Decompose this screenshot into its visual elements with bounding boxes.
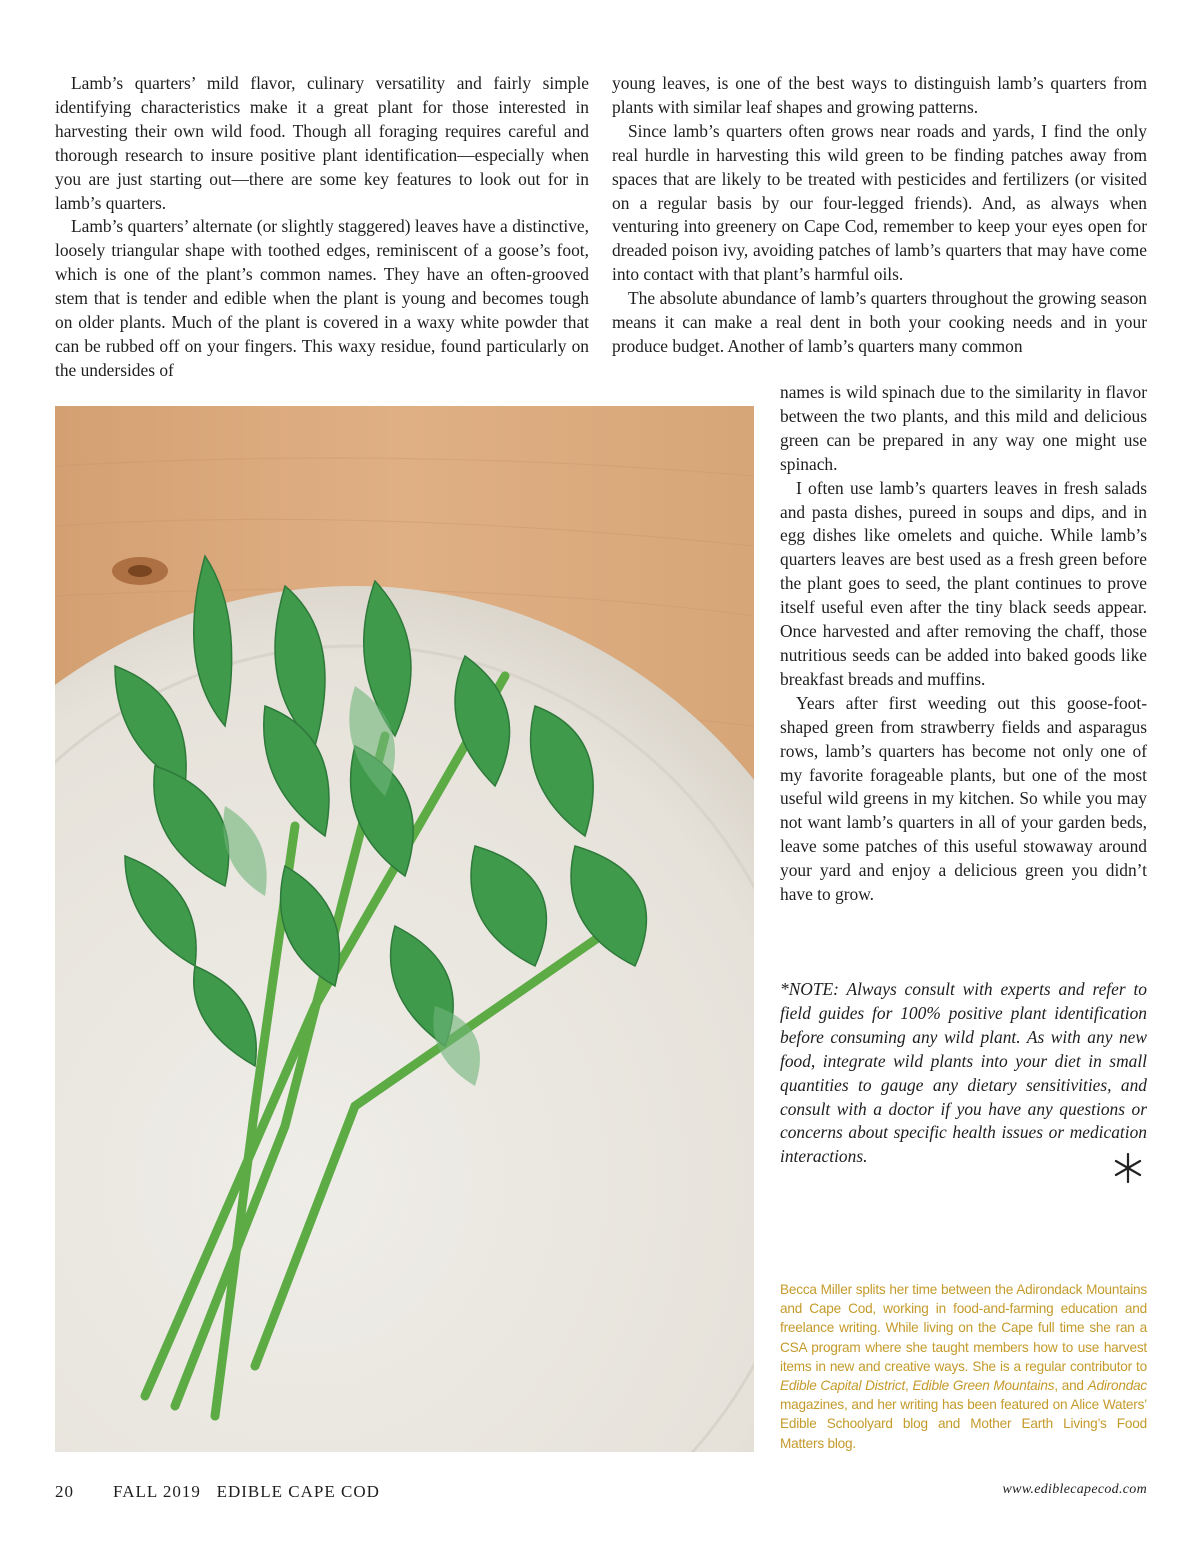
bio-text: , [905,1378,913,1394]
article-right-column-bottom [780,381,1147,907]
paragraph: Years after first weeding out this goose-foot-shaped green from strawberry fields and asparagus rows, lamb’s quarters has become not only one of my favorite forageable plants, but one of the most useful wild greens in my kitchen. So while you may not want lamb’s quarters in all of your garden beds, leave some patches of this useful stowaway around your yard and enjoy a delicious green you didn’t have to grow. [780,692,1147,905]
paragraph: young leaves, is one of the best ways to distinguish lamb’s quarters from plants with similar leaf shapes and growing patterns. [612,73,1147,117]
page-number: 20 [55,1482,74,1501]
publication-name: Edible Green Mountains [912,1378,1055,1394]
paragraph: Since lamb’s quarters often grows near roads and yards, I find the only real hurdle in harvesting this wild green to be finding patches away from spaces that are likely to be treated with pesticides and fertilizers (or visited on a regular basis by our four-legged friends). And, as always when venturing into greenery on Cape Cod, remember to keep your eyes open for dreaded poison ivy, avoiding patches of lamb’s quarters that may have come into contact with that plant’s harmful oils. [612,120,1147,285]
lambs-quarters-photo [55,406,754,1452]
bio-text: magazines, and her writing has been featured on Alice Waters’ Edible Schoolyard blog and Mother Earth Living’s Food Matters blog. [780,1397,1147,1451]
article-right-column-top [612,72,1147,359]
website-link[interactable]: www.ediblecapecod.com [1002,1482,1147,1497]
asterisk-icon [1110,1150,1146,1186]
photo-illustration [55,406,754,1452]
publication-name: Edible Capital District [780,1378,906,1394]
publication-name: Adirondac [1087,1378,1148,1394]
article-left-column [55,72,589,383]
bio-text: Becca Miller splits her time between the Adirondack Mountains and Cape Cod, working in food-and-farming education and freelance writing. While living on the Cape full time she ran a CSA program where she taught members how to use harvest items in new and creative ways. She is a regular contributor to [780,1282,1147,1374]
paragraph: Lamb’s quarters’ alternate (or slightly staggered) leaves have a distinctive, loosely triangular shape with toothed edges, reminiscent of a goose’s foot, which is one of the plant’s common names. They have an often-grooved stem that is tender and edible when the plant is young and becomes tough on older plants. Much of the plant is covered in a waxy white powder that can be rubbed off on your fingers. This waxy residue, found particularly on the undersides of [55,216,589,380]
paragraph: I often use lamb’s quarters leaves in fresh salads and pasta dishes, pureed in soups and dips, and in egg dishes like omelets and quiche. While lamb’s quarters leaves are best used as a fresh green before the plant goes to seed, the plant continues to prove itself useful even after the tiny black seeds appear. Once harvested and after removing the chaff, those nutritious seeds can be added into baked goods like breakfast breads and muffins. [780,477,1147,689]
bio-text: , and [1054,1378,1088,1394]
page-footer [55,1482,1147,1506]
safety-note: *NOTE: Always consult with experts and refer to field guides for 100% positive plant identification before consuming any wild plant. As with any new food, integrate wild plants into your diet in small quantities to gauge any dietary sensitivities, and consult with a doctor if you have any questions or concerns about specific health issues or medication interactions. [780,979,1147,1167]
author-bio [780,1280,1147,1453]
issue-label: FALL 2019 EDIBLE CAPE COD [113,1482,380,1501]
paragraph: Lamb’s quarters’ mild flavor, culinary versatility and fairly simple identifying characteristics make it a great plant for those interested in harvesting their own wild food. Though all foraging requires careful and thorough research to insure positive plant identification—especially when you are just starting out—there are some key features to look out for in lamb’s quarters. [55,73,589,213]
paragraph: names is wild spinach due to the similarity in flavor between the two plants, and this mild and delicious green can be prepared in any way one might use spinach. [780,382,1147,474]
paragraph: The absolute abundance of lamb’s quarters throughout the growing season means it can make a real dent in both your cooking needs and in your produce budget. Another of lamb’s quarters many common [612,288,1147,356]
